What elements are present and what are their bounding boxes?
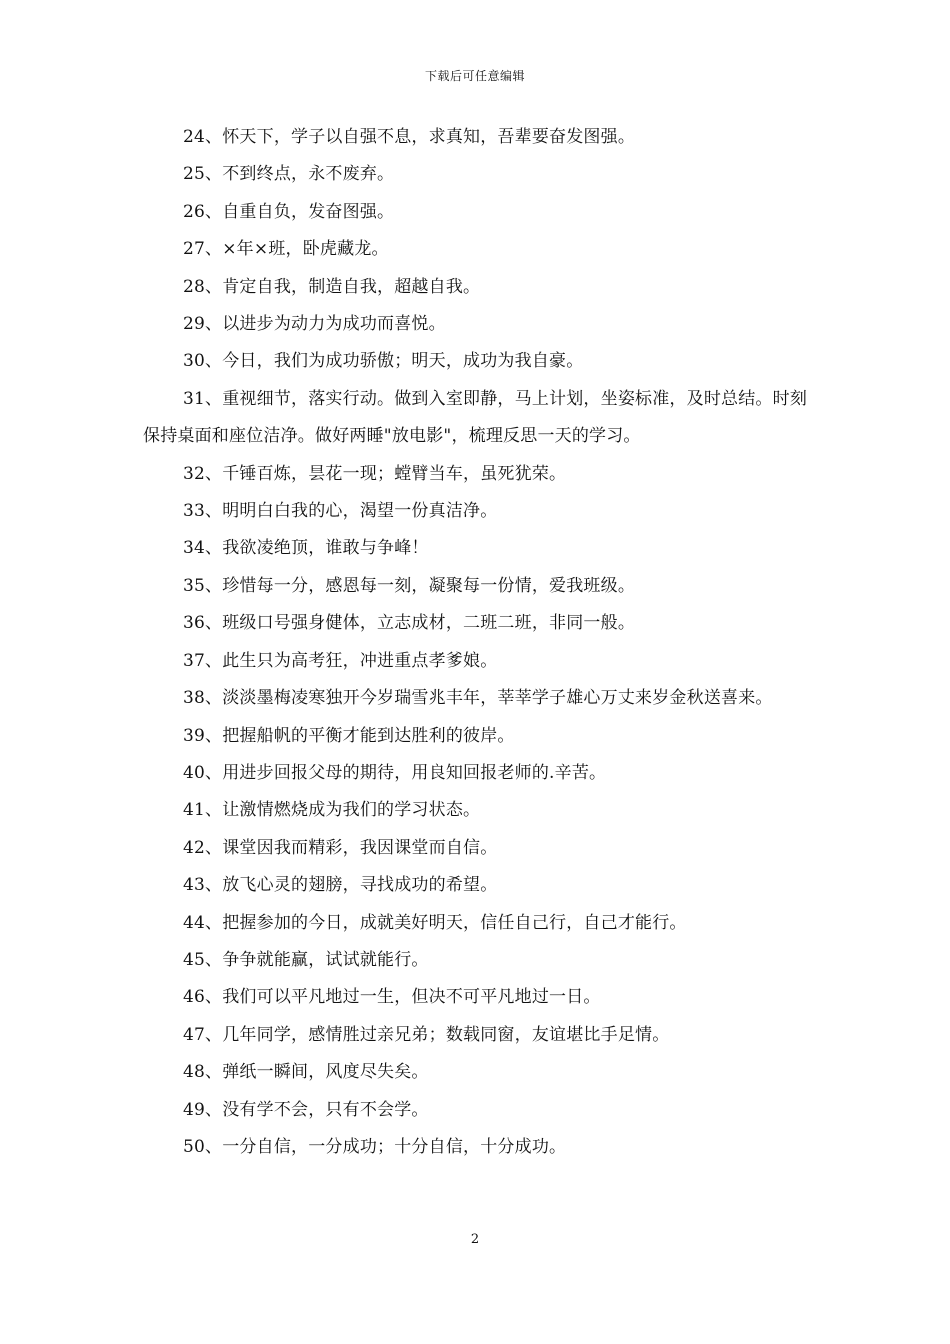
list-item: 35、珍惜每一分，感恩每一刻，凝聚每一份情，爱我班级。 — [183, 575, 636, 596]
list-item: 44、把握参加的今日，成就美好明天，信任自己行，自己才能行。 — [183, 912, 687, 933]
page-number: 2 — [470, 1232, 480, 1247]
list-item: 26、自重自负，发奋图强。 — [183, 201, 395, 222]
list-item: 34、我欲凌绝顶，谁敢与争峰！ — [183, 538, 429, 559]
list-item: 27、×年×班，卧虎藏龙。 — [183, 239, 389, 260]
list-item: 41、让激情燃烧成为我们的学习状态。 — [183, 800, 481, 821]
list-item: 42、课堂因我而精彩，我因课堂而自信。 — [183, 837, 498, 858]
list-item: 28、肯定自我，制造自我，超越自我。 — [183, 276, 481, 297]
list-item: 39、把握船帆的平衡才能到达胜利的彼岸。 — [183, 725, 515, 746]
list-item: 50、一分自信，一分成功；十分自信，十分成功。 — [183, 1136, 567, 1157]
list-item: 46、我们可以平凡地过一生，但决不可平凡地过一日。 — [183, 987, 601, 1008]
list-item: 32、千锤百炼，昙花一现；螳臂当车，虽死犹荣。 — [183, 463, 567, 484]
list-item: 40、用进步回报父母的期待，用良知回报老师的.辛苦。 — [183, 762, 607, 783]
list-item: 38、淡淡墨梅凌寒独开今岁瑞雪兆丰年，莘莘学子雄心万丈来岁金秋送喜来。 — [183, 688, 773, 709]
list-item: 43、放飞心灵的翅膀，寻找成功的希望。 — [183, 875, 498, 896]
list-item: 33、明明白白我的心，渴望一份真洁净。 — [183, 501, 498, 522]
list-item: 45、争争就能赢，试试就能行。 — [183, 949, 429, 970]
list-item: 37、此生只为高考狂，冲进重点孝爹娘。 — [183, 650, 498, 671]
list-item: 31、重视细节，落实行动。做到入室即静，马上计划，坐姿标准，及时总结。时刻保持桌面和座位洁净。做好两睡"放电影"，梳理反思一天的学习。 — [143, 388, 808, 447]
list-item: 29、以进步为动力为成功而喜悦。 — [183, 314, 446, 335]
slogan-list — [143, 119, 810, 1166]
page-header: 下载后可任意编辑 — [424, 69, 525, 83]
list-item: 36、班级口号强身健体，立志成材，二班二班，非同一般。 — [183, 613, 636, 634]
list-item: 25、不到终点，永不废弃。 — [183, 164, 395, 185]
list-item: 30、今日，我们为成功骄傲；明天，成功为我自豪。 — [183, 351, 584, 372]
list-item: 47、几年同学，感情胜过亲兄弟；数载同窗，友谊堪比手足情。 — [183, 1024, 670, 1045]
list-item: 24、怀天下，学子以自强不息，求真知，吾辈要奋发图强。 — [183, 127, 636, 147]
list-item: 48、弹纸一瞬间，风度尽失矣。 — [183, 1062, 429, 1083]
list-item: 49、没有学不会，只有不会学。 — [183, 1099, 429, 1120]
